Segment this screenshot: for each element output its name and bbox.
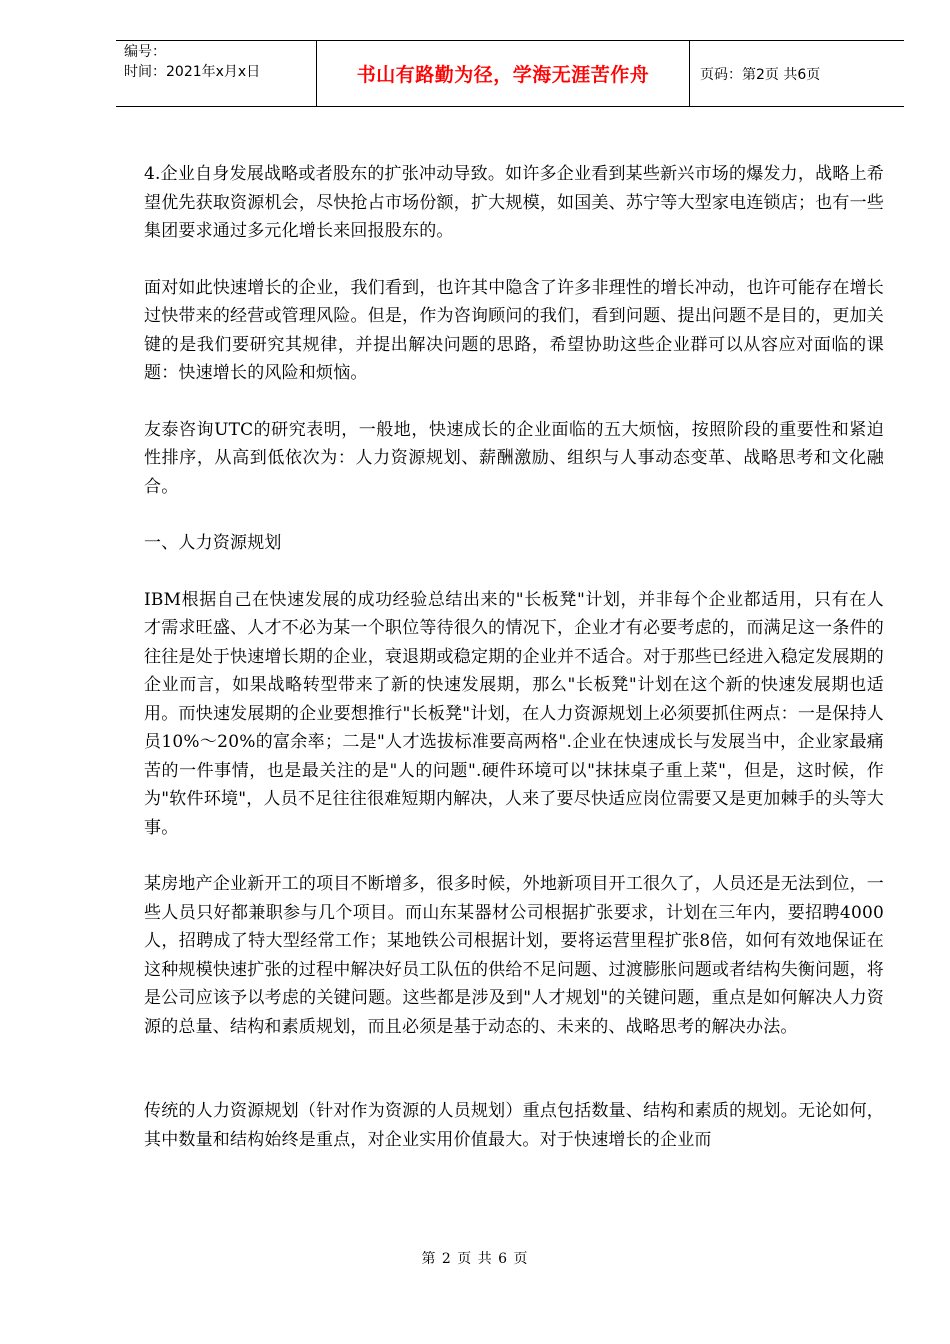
motto-text: 书山有路勤为径，学海无涯苦作舟 — [356, 64, 650, 86]
section-heading-hr-planning: 一、人力资源规划 — [144, 533, 282, 553]
page-footer: 第 2 页 共 6 页 — [421, 1251, 529, 1267]
header-meta-cell — [116, 41, 316, 106]
document-body — [144, 160, 884, 1154]
paragraph-rapid-growth: 面对如此快速增长的企业，我们看到，也许其中隐含了许多非理性的增长冲动，也许可能存在增长过快带来的经营或管理风险。但是，作为咨询顾问的我们，看到问题、提出问题不是目的，更加关键的是我们要研究其规律，并提出解决问题的思路，希望协助这些企业群可以从容应对面临的课题：快速增长的风险和烦恼。 — [144, 277, 884, 383]
paragraph-ibm-bench-plan: IBM根据自己在快速发展的成功经验总结出来的"长板凳"计划，并非每个企业都适用，只有在人才需求旺盛、人才不必为某一个职位等待很久的情况下，企业才有必要考虑的，而满足这一条件的往往是处于快速增长期的企业，衰退期或稳定期的企业并不适合。对于那些已经进入稳定发展期的企业而言，如果战略转型带来了新的快速发展期，那么"长板凳"计划在这个新的快速发展期也适用。而快速发展期的企业要想推行"长板凳"计划，在人力资源规划上必须要抓住两点：一是保持人员10%～20%的富余率；二是"人才选拔标准要高两格".企业在快速成长与发展当中，企业家最痛苦的一件事情，也是最关注的是"人的问题".硬件环境可以"抹抹桌子重上菜"，但是，这时候，作为"软件环境"，人员不足往往很难短期内解决，人来了要尽快适应岗位需要又是更加棘手的头等大事。 — [144, 589, 884, 838]
paragraph-expansion-drive: 4.企业自身发展战略或者股东的扩张冲动导致。如许多企业看到某些新兴市场的爆发力，战略上希望优先获取资源机会，尽快抢占市场份额，扩大规模，如国美、苏宁等大型家电连锁店；也有一些集团要求通过多元化增长来回报股东的。 — [144, 164, 884, 241]
paragraph-traditional-hr: 传统的人力资源规划（针对作为资源的人员规划）重点包括数量、结构和素质的规划。无论如何，其中数量和结构始终是重点，对企业实用价值最大。对于快速增长的企业而 — [144, 1101, 884, 1150]
header-motto-cell — [316, 41, 690, 106]
serial-label: 编号： — [124, 44, 166, 60]
paragraph-real-estate-example: 某房地产企业新开工的项目不断增多，很多时候，外地新项目开工很久了，人员还是无法到位，一些人员只好都兼职参与几个项目。而山东某器材公司根据扩张要求，计划在三年内，要招聘4000人，招聘成了特大型经常工作；某地铁公司根据计划，要将运营里程扩张8倍，如何有效地保证在这种规模快速扩张的过程中解决好员工队伍的供给不足问题、过渡膨胀问题或者结构失衡问题，将是公司应该予以考虑的关键问题。这些都是涉及到"人才规划"的关键问题，重点是如何解决人力资源的总量、结构和素质规划，而且必须是基于动态的、未来的、战略思考的解决办法。 — [144, 874, 884, 1037]
time-label: 时间：2021年x月x日 — [124, 64, 261, 80]
page-info: 页码：第2页 共6页 — [700, 66, 821, 83]
paragraph-utc-research: 友泰咨询UTC的研究表明，一般地，快速成长的企业面临的五大烦恼，按照阶段的重要性和紧迫性排序，从高到低依次为：人力资源规划、薪酬激励、组织与人事动态变革、战略思考和文化融合。 — [144, 419, 884, 497]
page-header — [116, 40, 904, 107]
header-page-cell — [690, 41, 904, 106]
